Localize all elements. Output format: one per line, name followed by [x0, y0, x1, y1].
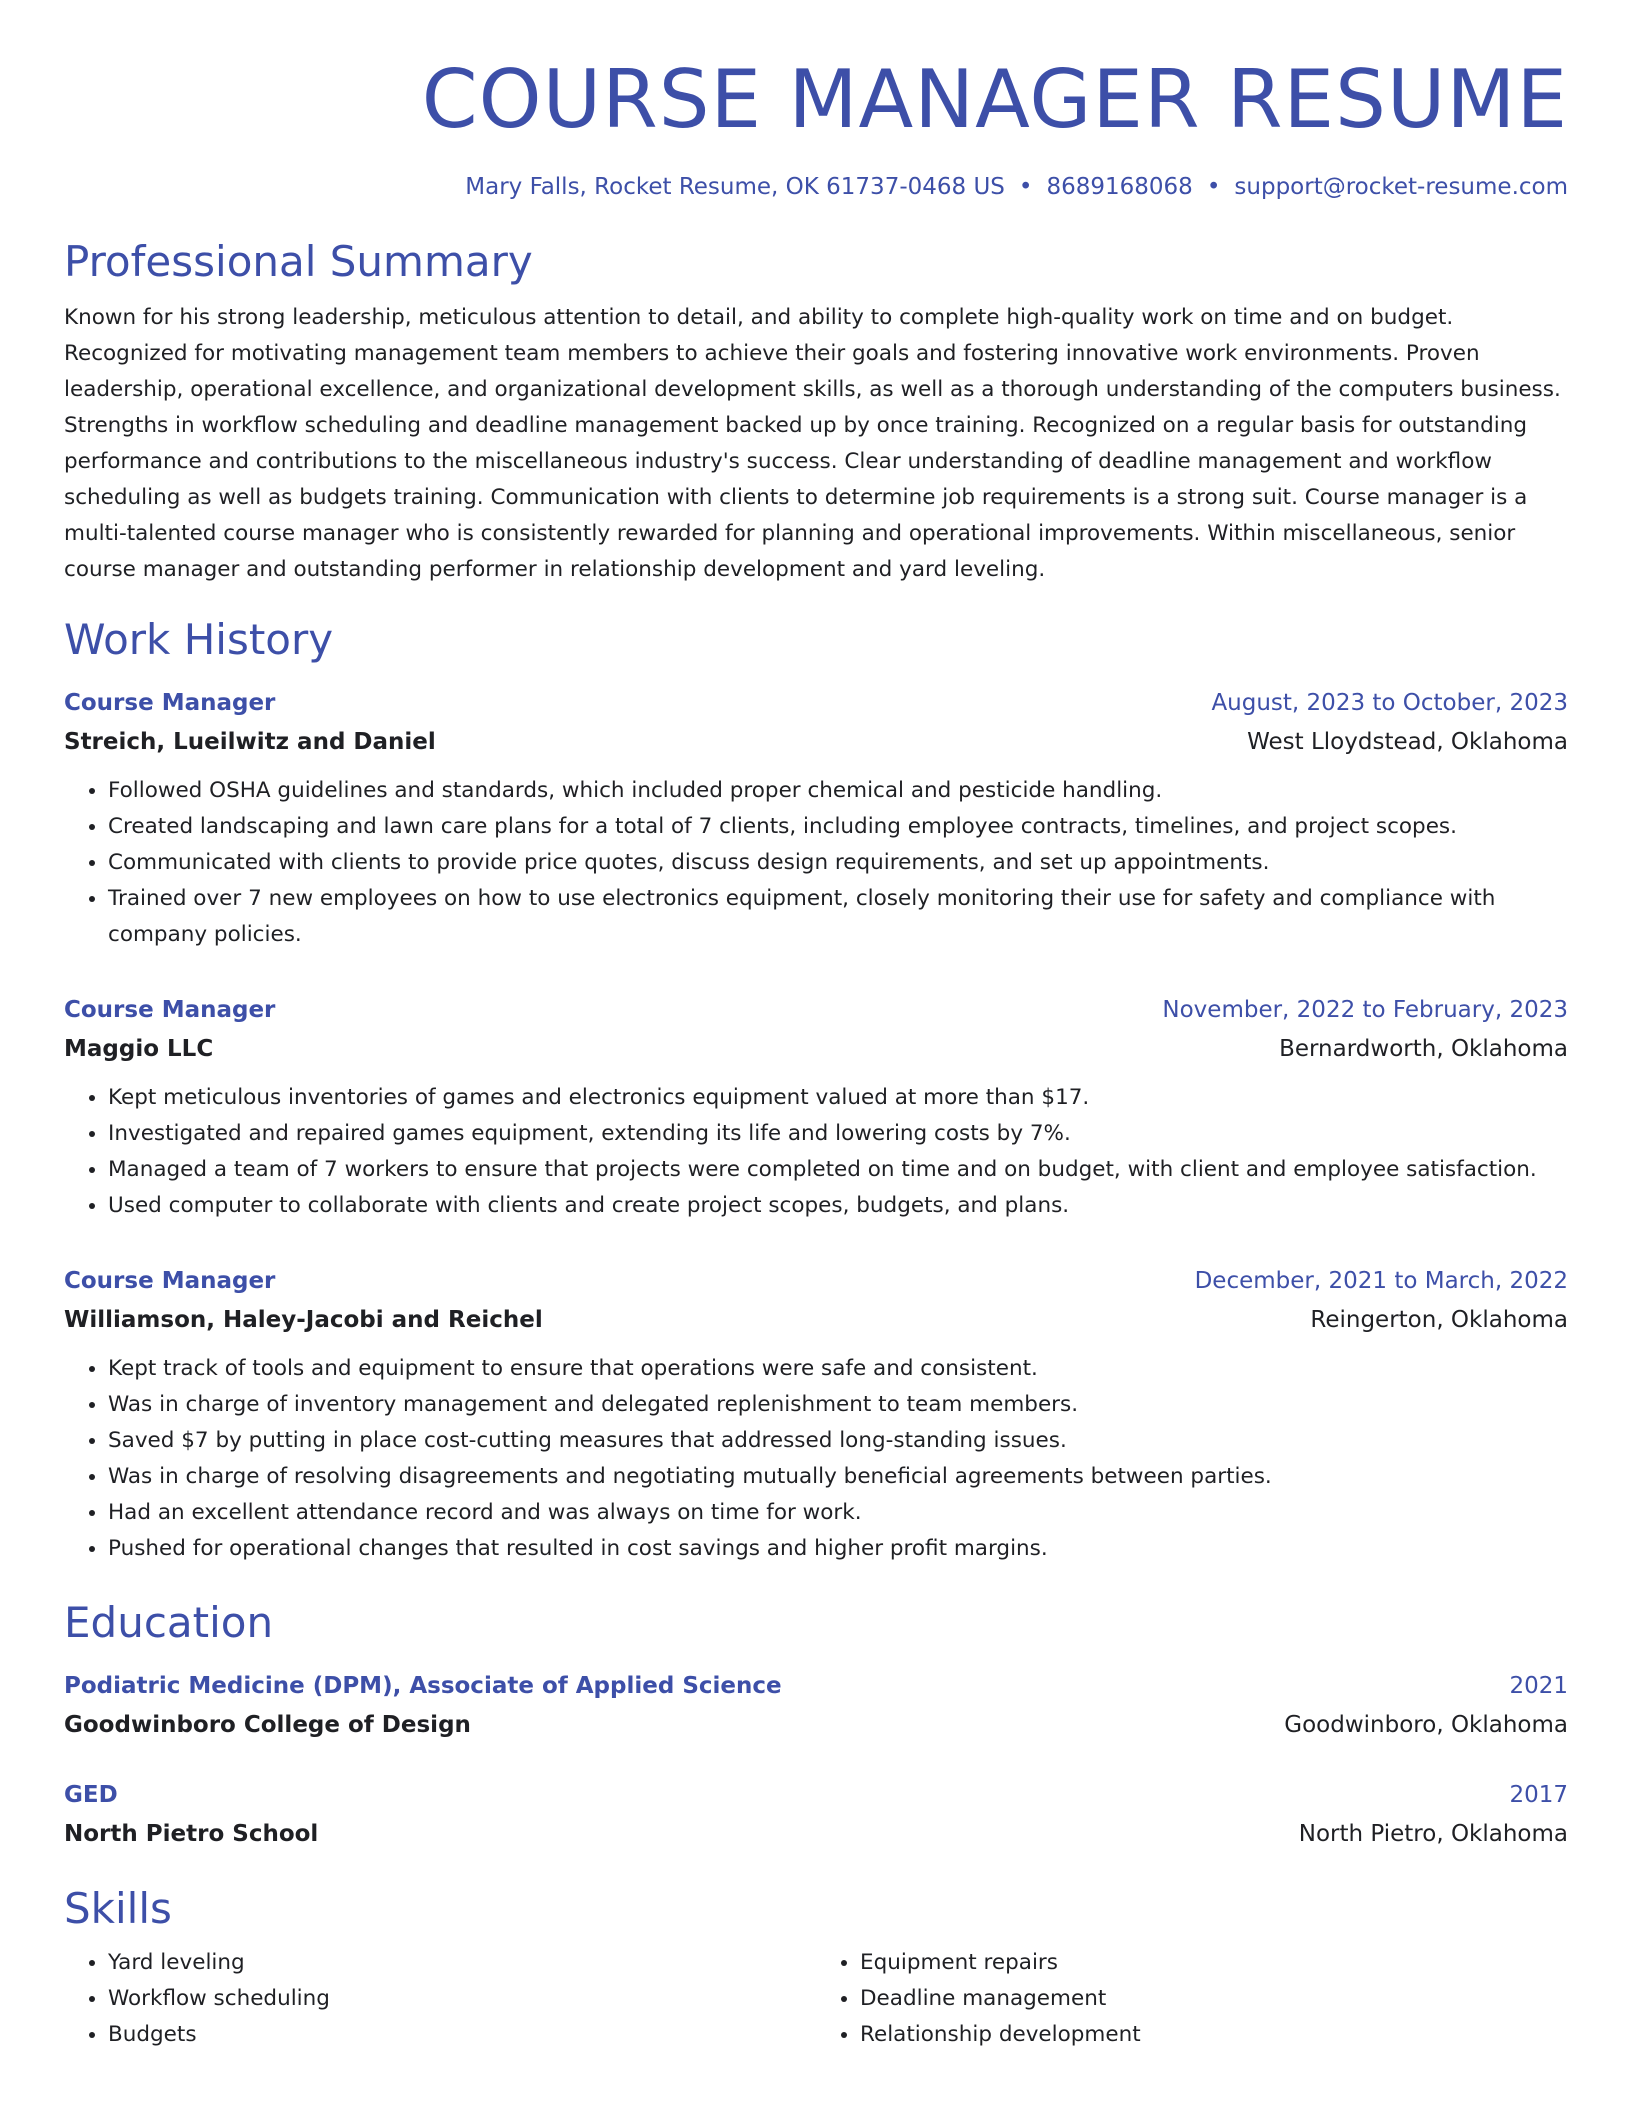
job-entry	[64, 1264, 1568, 1567]
education-degree: Podiatric Medicine (DPM), Associate of Applied Science	[64, 1673, 782, 1699]
contact-separator: •	[1018, 174, 1033, 200]
job-role: Course Manager	[64, 690, 276, 716]
job-location: Bernardworth, Oklahoma	[1279, 1036, 1568, 1062]
job-dates: December, 2021 to March, 2022	[1194, 1268, 1568, 1294]
job-bullet: • Had an excellent attendance record and was always on time for work.	[108, 1495, 1568, 1531]
job-bullets	[64, 1351, 1568, 1567]
skills-list	[816, 1945, 1568, 2053]
job-dates: August, 2023 to October, 2023	[1211, 690, 1568, 716]
job-bullet: • Pushed for operational changes that resulted in cost savings and higher profit margins.	[108, 1531, 1568, 1567]
job-location: Reingerton, Oklahoma	[1310, 1307, 1568, 1333]
job-bullet: • Investigated and repaired games equipment, extending its life and lowering costs by 7%.	[108, 1116, 1568, 1152]
job-bullets	[64, 773, 1568, 953]
summary-text: Known for his strong leadership, meticulous attention to detail, and ability to complete high-quality work on time and on budget. Recognized for motivating management team members to achieve their goals and fostering innovative work environments. Proven leadership, operational excellence, and organizational development skills, as well as a thorough understanding of the computers business. Strengths in workflow scheduling and deadline management backed up by once training. Recognized on a regular basis for outstanding performance and contributions to the miscellaneous industry's success. Clear understanding of deadline management and workflow scheduling as well as budgets training. Communication with clients to determine job requirements is a strong suit. Course manager is a multi-talented course manager who is consistently rewarded for planning and operational improvements. Within miscellaneous, senior course manager and outstanding performer in relationship development and yard leveling.	[64, 305, 1561, 582]
section-heading-skills: Skills	[64, 1884, 172, 1933]
contact-address: Mary Falls, Rocket Resume, OK 61737-0468 US	[465, 174, 1005, 200]
education-location: Goodwinboro, Oklahoma	[1284, 1712, 1568, 1738]
skill-item: • Yard leveling	[108, 1945, 816, 1981]
contact-separator: •	[1206, 174, 1221, 200]
section-heading-education: Education	[64, 1598, 274, 1647]
job-bullet: • Communicated with clients to provide price quotes, discuss design requirements, and set up appointments.	[108, 845, 1568, 881]
job-bullet: • Trained over 7 new employees on how to use electronics equipment, closely monitoring their use for safety and compliance with company policies.	[108, 881, 1568, 953]
resume-title: COURSE MANAGER RESUME	[421, 53, 1568, 146]
skills-list	[64, 1945, 816, 2053]
job-company: Williamson, Haley-Jacobi and Reichel	[64, 1307, 543, 1333]
job-role: Course Manager	[64, 1268, 276, 1294]
education-entry	[64, 1669, 1568, 1742]
skill-item: • Deadline management	[860, 1981, 1568, 2017]
job-bullets	[64, 1080, 1568, 1224]
job-bullet: • Used computer to collaborate with clients and create project scopes, budgets, and plans.	[108, 1188, 1568, 1224]
skills-grid	[64, 1945, 1568, 2053]
skills-column-left	[64, 1945, 816, 2053]
section-heading-summary: Professional Summary	[64, 237, 533, 286]
job-bullet: • Created landscaping and lawn care plans for a total of 7 clients, including employee contracts, timelines, and project scopes.	[108, 809, 1568, 845]
job-dates: November, 2022 to February, 2023	[1162, 997, 1568, 1023]
education-year: 2021	[1509, 1673, 1568, 1699]
education-location: North Pietro, Oklahoma	[1298, 1821, 1568, 1847]
education-school: North Pietro School	[64, 1821, 319, 1847]
job-bullet: • Saved $7 by putting in place cost-cutting measures that addressed long-standing issues.	[108, 1423, 1568, 1459]
job-company: Maggio LLC	[64, 1036, 214, 1062]
job-bullet: • Was in charge of resolving disagreements and negotiating mutually beneficial agreements between parties.	[108, 1459, 1568, 1495]
skills-column-right	[816, 1945, 1568, 2053]
job-bullet: • Kept track of tools and equipment to ensure that operations were safe and consistent.	[108, 1351, 1568, 1387]
contact-email[interactable]: support@rocket-resume.com	[1234, 174, 1568, 200]
skill-item: • Equipment repairs	[860, 1945, 1568, 1981]
job-location: West Lloydstead, Oklahoma	[1247, 729, 1568, 755]
job-entry	[64, 993, 1568, 1224]
summary-section	[64, 234, 1568, 588]
resume-header	[64, 0, 1568, 204]
job-bullet: • Kept meticulous inventories of games and electronics equipment valued at more than $17.	[108, 1080, 1568, 1116]
skills-section	[64, 1881, 1568, 2053]
education-entry	[64, 1778, 1568, 1851]
section-heading-work: Work History	[64, 615, 334, 664]
work-history-section	[64, 612, 1568, 1567]
skill-item: • Budgets	[108, 2017, 816, 2053]
job-role: Course Manager	[64, 997, 276, 1023]
education-year: 2017	[1509, 1782, 1568, 1808]
job-bullet: • Managed a team of 7 workers to ensure that projects were completed on time and on budget, with client and employee satisfaction.	[108, 1152, 1568, 1188]
education-section	[64, 1595, 1568, 1851]
contact-phone: 8689168068	[1046, 174, 1193, 200]
job-entry	[64, 686, 1568, 953]
job-company: Streich, Lueilwitz and Daniel	[64, 729, 436, 755]
skill-item: • Relationship development	[860, 2017, 1568, 2053]
job-bullet: • Followed OSHA guidelines and standards, which included proper chemical and pesticide handling.	[108, 773, 1568, 809]
contact-line	[64, 170, 1568, 204]
education-school: Goodwinboro College of Design	[64, 1712, 471, 1738]
job-bullet: • Was in charge of inventory management and delegated replenishment to team members.	[108, 1387, 1568, 1423]
education-degree: GED	[64, 1782, 118, 1808]
skill-item: • Workflow scheduling	[108, 1981, 816, 2017]
